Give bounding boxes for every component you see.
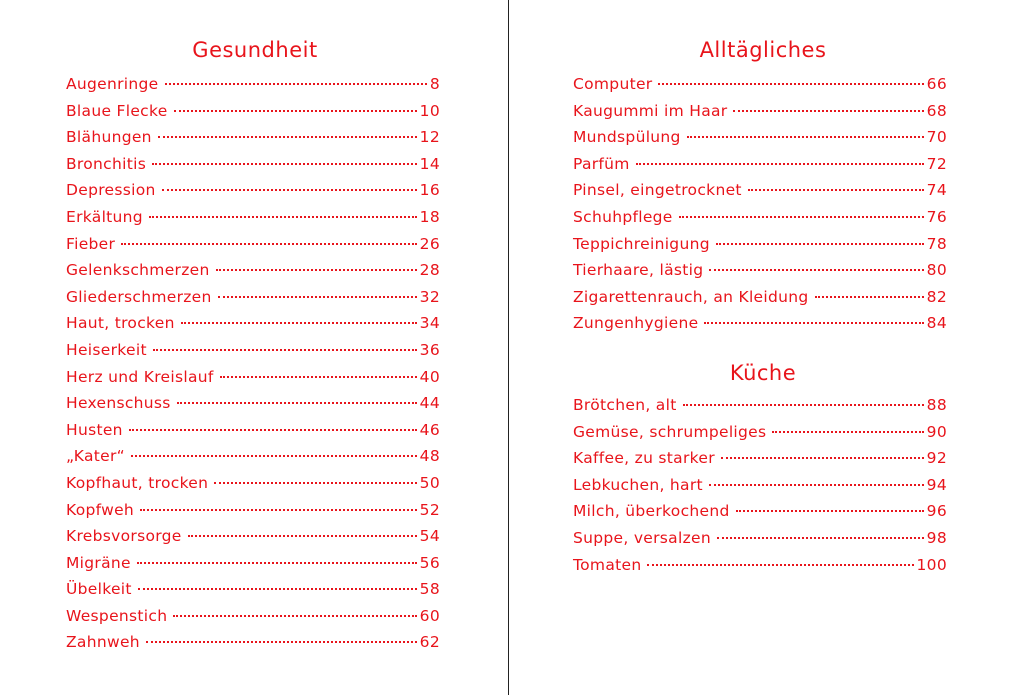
dot-leader (181, 322, 417, 324)
toc-entry-label: Bronchitis (66, 154, 147, 173)
section-title-alltaegliches: Alltägliches (699, 38, 827, 62)
toc-entry[interactable] (66, 128, 440, 155)
toc-entry-label: Zahnweh (66, 633, 140, 652)
toc-entry[interactable] (573, 502, 947, 529)
toc-entry[interactable] (66, 447, 440, 474)
toc-entry[interactable] (66, 421, 440, 448)
toc-entry[interactable] (573, 529, 947, 556)
dot-leader (772, 431, 923, 433)
toc-entry[interactable] (66, 75, 440, 102)
toc-entry[interactable] (66, 155, 440, 182)
dot-leader (140, 509, 417, 511)
toc-entry-label: Tierhaare, lästig (573, 261, 704, 280)
dot-leader (165, 83, 427, 85)
toc-entry-label: Milch, überkochend (573, 502, 730, 521)
dot-leader (709, 484, 924, 486)
toc-entry-label: Zigarettenrauch, an Kleidung (573, 287, 809, 306)
toc-entry-page-number: 26 (419, 234, 440, 253)
toc-entry[interactable] (66, 181, 440, 208)
toc-entry-page-number: 76 (926, 207, 947, 226)
dot-leader (683, 404, 924, 406)
toc-entry-label: Suppe, versalzen (573, 528, 711, 547)
dot-leader (658, 83, 923, 85)
toc-entry-label: Husten (66, 420, 123, 439)
toc-entry-page-number: 12 (419, 128, 440, 147)
dot-leader (177, 402, 417, 404)
toc-entry-label: Übelkeit (66, 580, 132, 599)
toc-entry-label: Kopfhaut, trocken (66, 473, 209, 492)
toc-entry[interactable] (66, 368, 440, 395)
dot-leader (137, 562, 417, 564)
dot-leader (636, 163, 924, 165)
toc-entry[interactable] (66, 208, 440, 235)
toc-entry-label: Migräne (66, 553, 131, 572)
toc-entry-page-number: 82 (926, 287, 947, 306)
toc-entry[interactable] (573, 288, 947, 315)
toc-entry-page-number: 34 (419, 314, 440, 333)
toc-entry-page-number: 74 (926, 181, 947, 200)
toc-entry-page-number: 54 (419, 527, 440, 546)
toc-entry-page-number: 52 (419, 500, 440, 519)
toc-entry[interactable] (573, 476, 947, 503)
dot-leader (174, 110, 417, 112)
dot-leader (158, 136, 417, 138)
toc-entry-label: Haut, trocken (66, 314, 175, 333)
toc-entry-label: Augenringe (66, 75, 159, 93)
toc-entry-label: „Kater“ (66, 447, 125, 466)
toc-entry-label: Mundspülung (573, 128, 681, 147)
toc-entry-label: Erkältung (66, 207, 143, 226)
toc-entry-page-number: 18 (419, 207, 440, 226)
toc-entry-label: Lebkuchen, hart (573, 475, 703, 494)
toc-entry[interactable] (573, 128, 947, 155)
toc-entry-page-number: 14 (419, 154, 440, 173)
toc-entry-page-number: 90 (926, 422, 947, 441)
section-title-gesundheit: Gesundheit (192, 38, 318, 62)
dot-leader (717, 537, 924, 539)
toc-entry-label: Parfüm (573, 154, 630, 173)
toc-entry-page-number: 96 (926, 502, 947, 521)
toc-entry-page-number: 8 (429, 75, 440, 93)
toc-entry[interactable] (66, 554, 440, 581)
toc-entry-label: Teppichreinigung (573, 234, 710, 253)
toc-entry[interactable] (66, 394, 440, 421)
toc-entry-page-number: 80 (926, 261, 947, 280)
dot-leader (138, 588, 417, 590)
toc-entry[interactable] (66, 102, 440, 129)
toc-entry[interactable] (66, 580, 440, 607)
toc-entry-label: Gliederschmerzen (66, 287, 212, 306)
toc-entry-label: Pinsel, eingetrocknet (573, 181, 742, 200)
toc-entry[interactable] (573, 181, 947, 208)
toc-entry-page-number: 32 (419, 287, 440, 306)
toc-entry-label: Herz und Kreislauf (66, 367, 214, 386)
toc-entry-page-number: 92 (926, 449, 947, 468)
toc-entry-page-number: 10 (419, 101, 440, 120)
toc-entry-page-number: 48 (419, 447, 440, 466)
dot-leader (131, 455, 417, 457)
toc-entry-page-number: 72 (926, 154, 947, 173)
toc-entry-label: Kopfweh (66, 500, 135, 519)
toc-entry[interactable] (573, 208, 947, 235)
toc-entry-label: Heiserkeit (66, 340, 147, 359)
dot-leader (173, 615, 416, 617)
toc-entry-page-number: 88 (926, 396, 947, 414)
toc-entry-label: Depression (66, 181, 156, 200)
toc-entry[interactable] (573, 261, 947, 288)
dot-leader (704, 322, 923, 324)
dot-leader (214, 482, 416, 484)
toc-entry[interactable] (573, 235, 947, 262)
toc-list-alltaegliches (573, 75, 947, 341)
toc-entry-page-number: 100 (916, 555, 947, 574)
toc-entry-label: Blaue Flecke (66, 101, 168, 120)
toc-entry-label: Tomaten (573, 555, 642, 574)
toc-entry-page-number: 56 (419, 553, 440, 572)
toc-entry-page-number: 94 (926, 475, 947, 494)
dot-leader (687, 136, 924, 138)
dot-leader (121, 243, 416, 245)
toc-entry-page-number: 60 (419, 606, 440, 625)
toc-entry[interactable] (66, 501, 440, 528)
toc-entry-page-number: 66 (926, 75, 947, 93)
toc-entry-page-number: 58 (419, 580, 440, 599)
dot-leader (218, 296, 417, 298)
toc-entry-label: Gemüse, schrumpeliges (573, 422, 767, 441)
toc-entry[interactable] (66, 261, 440, 288)
toc-entry[interactable] (66, 314, 440, 341)
dot-leader (679, 216, 924, 218)
toc-entry[interactable] (66, 474, 440, 501)
toc-entry[interactable] (66, 607, 440, 634)
toc-entry-page-number: 62 (419, 633, 440, 652)
toc-entry-page-number: 44 (419, 394, 440, 413)
toc-entry[interactable] (573, 556, 947, 583)
toc-entry-label: Kaugummi im Haar (573, 101, 728, 120)
dot-leader (709, 269, 923, 271)
toc-entry[interactable] (573, 449, 947, 476)
dot-leader (716, 243, 924, 245)
toc-entry-label: Brötchen, alt (573, 396, 677, 414)
toc-entry[interactable] (573, 102, 947, 129)
toc-entry-page-number: 70 (926, 128, 947, 147)
toc-entry-page-number: 40 (419, 367, 440, 386)
dot-leader (152, 163, 417, 165)
toc-entry-page-number: 98 (926, 528, 947, 547)
toc-entry-page-number: 36 (419, 340, 440, 359)
dot-leader (647, 564, 913, 566)
dot-leader (188, 535, 417, 537)
toc-entry[interactable] (66, 288, 440, 315)
toc-entry-label: Schuhpflege (573, 207, 673, 226)
toc-entry-page-number: 68 (926, 101, 947, 120)
dot-leader (736, 510, 924, 512)
toc-entry[interactable] (573, 75, 947, 102)
toc-entry[interactable] (66, 341, 440, 368)
toc-entry[interactable] (66, 633, 440, 660)
dot-leader (162, 189, 417, 191)
dot-leader (748, 189, 924, 191)
dot-leader (721, 457, 924, 459)
section-title-kueche: Küche (729, 361, 797, 385)
toc-entry-label: Zungenhygiene (573, 314, 699, 333)
toc-entry-label: Wespenstich (66, 606, 168, 625)
toc-entry-label: Hexenschuss (66, 394, 171, 413)
dot-leader (220, 376, 417, 378)
toc-entry-label: Kaffee, zu starker (573, 449, 715, 468)
toc-list-kueche (573, 396, 947, 582)
dot-leader (149, 216, 417, 218)
dot-leader (146, 641, 417, 643)
toc-entry-label: Krebsvorsorge (66, 527, 182, 546)
dot-leader (153, 349, 417, 351)
toc-entry-label: Computer (573, 75, 653, 93)
toc-list-gesundheit (66, 75, 440, 660)
dot-leader (815, 296, 924, 298)
toc-entry-label: Gelenkschmerzen (66, 261, 210, 280)
toc-entry[interactable] (573, 396, 947, 423)
toc-entry[interactable] (66, 235, 440, 262)
toc-entry-page-number: 78 (926, 234, 947, 253)
toc-entry-page-number: 50 (419, 473, 440, 492)
toc-entry-label: Blähungen (66, 128, 152, 147)
toc-entry[interactable] (573, 155, 947, 182)
toc-entry-page-number: 16 (419, 181, 440, 200)
toc-entry-page-number: 46 (419, 420, 440, 439)
toc-entry[interactable] (573, 314, 947, 341)
dot-leader (129, 429, 417, 431)
dot-leader (216, 269, 417, 271)
toc-entry[interactable] (573, 423, 947, 450)
toc-entry-page-number: 84 (926, 314, 947, 333)
toc-entry-label: Fieber (66, 234, 116, 253)
toc-entry[interactable] (66, 527, 440, 554)
dot-leader (733, 110, 923, 112)
toc-entry-page-number: 28 (419, 261, 440, 280)
page-divider (508, 0, 509, 695)
